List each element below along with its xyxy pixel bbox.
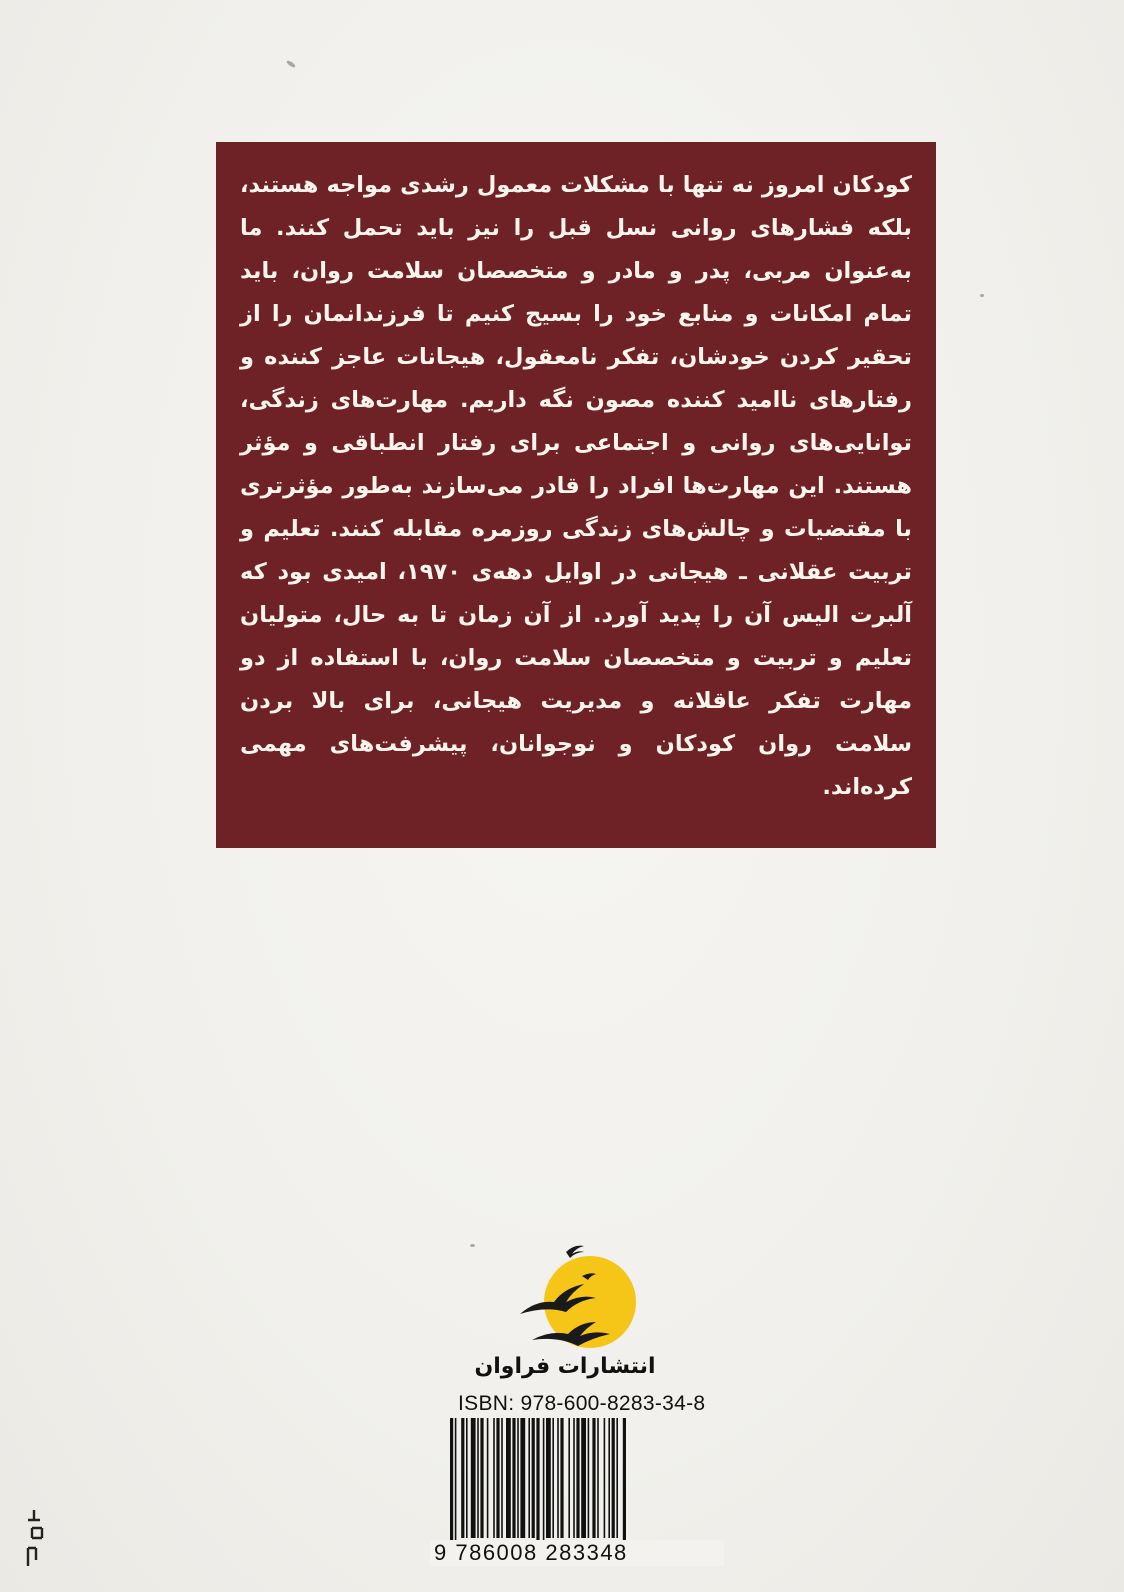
barcode-bar [612,1418,615,1538]
barcode-bar [455,1418,457,1548]
publisher-logo-icon [506,1240,656,1360]
publisher-name: انتشارات فراوان [474,1354,656,1379]
barcode-bar [532,1418,535,1538]
barcode-bar [466,1418,468,1538]
barcode-bar [528,1418,530,1538]
barcode-bar [487,1418,489,1538]
signature-stroke [28,1510,42,1566]
barcode-bar [568,1418,570,1538]
barcode-bar [517,1418,519,1538]
barcode-bar [546,1418,551,1538]
blurb-box [216,142,936,848]
barcode-bar [480,1418,483,1538]
barcode-bar [604,1418,606,1538]
bird-icon [566,1246,584,1258]
barcode-bar [588,1418,590,1538]
barcode-bar [506,1418,511,1538]
barcode-bar [597,1418,599,1538]
barcode-bar [536,1418,539,1548]
designer-signature-icon [24,1508,46,1568]
barcode-bar [461,1418,464,1538]
barcode-bar [543,1418,545,1548]
barcode-bar [450,1418,453,1548]
paper-speck [470,1244,475,1247]
paper-speck [286,59,296,68]
barcode-bar [623,1418,626,1548]
barcode-bar [496,1418,499,1538]
barcode-bar [552,1418,554,1538]
barcode-digits: 9 786008 283348 [430,1540,724,1566]
barcode-bar [493,1418,495,1538]
barcode-bar [512,1418,515,1538]
barcode-bar [501,1418,503,1538]
barcode-bar [477,1418,479,1538]
barcode-bar [560,1418,563,1538]
barcode-bar [576,1418,579,1538]
barcode-bar [573,1418,575,1538]
barcode-bar [581,1418,586,1538]
barcode-bar [592,1418,595,1538]
barcode-bar [557,1418,559,1538]
blurb-text: کودکان امروز نه تنها با مشکلات معمول رشدی مواجه هستند، بلکه فشارهای روانی نسل قبل را نیز باید تحمل کنند. ما به‌عنوان مربی، پدر و مادر و متخصصان سلامت روان، باید تمام امکانات و منابع خود را بسیج کنیم تا فرزندانمان را از تحقیر کردن خودشان، تفکر نامعقول، هیجانات عاجز کننده و رفتارهای ناامید کننده مصون نگه داریم. مهارت‌های زندگی، توانایی‌های روانی و اجتماعی برای رفتار انطباقی و مؤثر هستند. این مهارت‌ها افراد را قادر می‌سازند به‌طور مؤثرتری با مقتضیات و چالش‌های زندگی روزمره مقابله کنند. تعلیم و تربیت عقلانی ـ هیجانی در اوایل دهه‌ی ۱۹۷۰، امیدی بود که آلبرت الیس آن را پدید آورد. از آن زمان تا به حال، متولیان تعلیم و تربیت و متخصصان سلامت روان، با استفاده از دو مهارت تفکر عاقلانه و مدیریت هیجانی، برای بالا بردن سلامت روان کودکان و نوجوانان، پیشرفت‌های مهمی کرده‌اند. [240,172,913,800]
isbn-barcode [446,1418,708,1548]
isbn-label: ISBN: 978-600-8283-34-8 [458,1392,706,1415]
barcode-bar [520,1418,525,1538]
paper-speck [980,294,984,297]
barcode-bar [471,1418,476,1538]
barcode-bar [608,1418,610,1538]
barcode-bar [616,1418,618,1538]
